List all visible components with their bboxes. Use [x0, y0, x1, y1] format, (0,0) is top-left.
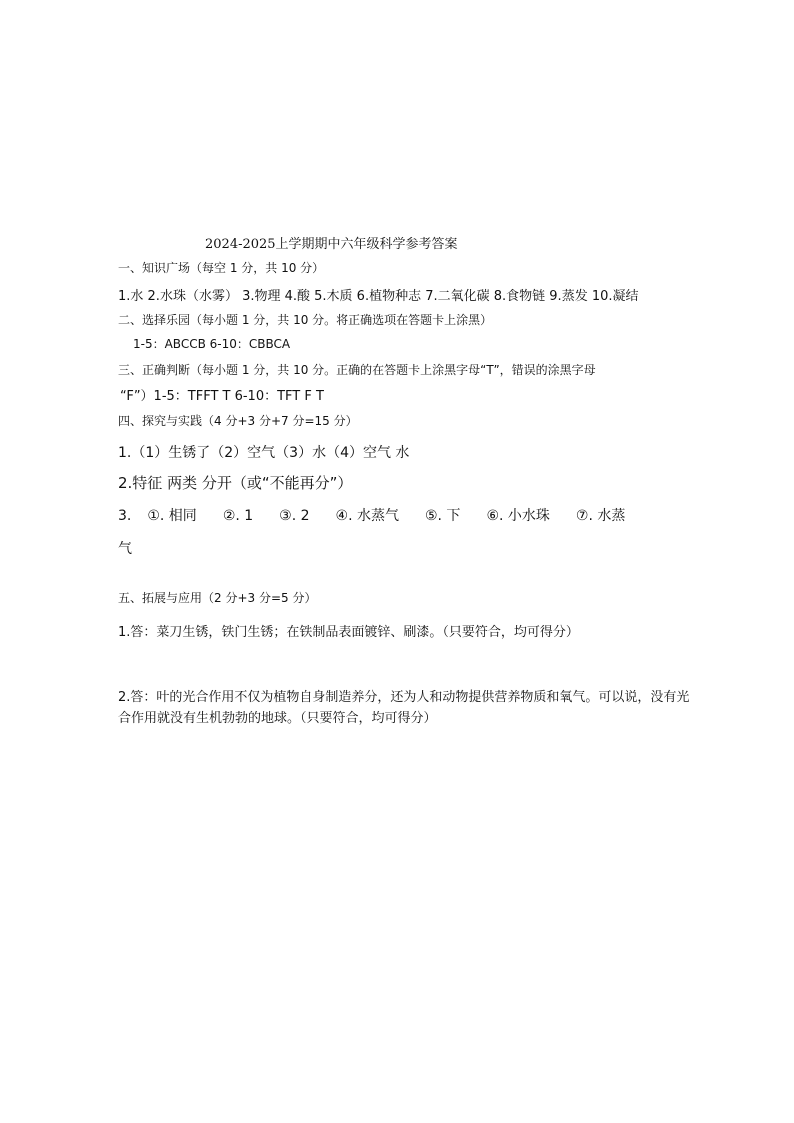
- q3-label: 3.: [118, 508, 132, 524]
- section4-q2: 2.特征 两类 分开（或“不能再分”）: [118, 474, 353, 492]
- section3-heading: 三、正确判断（每小题 1 分，共 10 分。正确的在答题卡上涂黑字母“T”，错误的涂黑字母: [118, 363, 596, 377]
- q3-item: ⑤. 下: [424, 508, 461, 524]
- section4-q3-continued: 气: [118, 541, 132, 557]
- section1-heading: 一、知识广场（每空 1 分，共 10 分）: [118, 261, 325, 275]
- section3-answers: “F”）1-5：TFFT T 6-10：TFT F T: [120, 389, 324, 404]
- section5-heading: 五、拓展与应用（2 分+3 分=5 分）: [118, 591, 317, 605]
- section4-heading: 四、探究与实践（4 分+3 分+7 分=15 分）: [118, 414, 358, 428]
- page-title: 2024-2025上学期期中六年级科学参考答案: [205, 237, 458, 252]
- q3-item: ①. 相同: [147, 508, 197, 524]
- section4-q1: 1.（1）生锈了（2）空气（3）水（4）空气 水: [118, 445, 410, 461]
- q3-item: ④. 水蒸气: [335, 508, 399, 524]
- section2-heading: 二、选择乐园（每小题 1 分，共 10 分。将正确选项在答题卡上涂黑）: [118, 313, 493, 327]
- q3-item: ⑦. 水蒸: [575, 508, 626, 524]
- section2-answers: 1-5：ABCCB 6-10：CBBCA: [133, 337, 291, 351]
- section5-q1: 1.答：菜刀生锈，铁门生锈；在铁制品表面镀锌、刷漆。（只要符合，均可得分）: [118, 625, 579, 640]
- q3-item: ③. 2: [279, 508, 310, 524]
- q3-item: ⑥. 小水珠: [486, 508, 550, 524]
- section5-q2: 2.答：叶的光合作用不仅为植物自身制造养分，还为人和动物提供营养物质和氧气。可以说，没有光合作用就没有生机勃勃的地球。（只要符合，均可得分）: [118, 690, 690, 726]
- q3-item: ②. 1: [222, 508, 254, 524]
- section4-q3: [118, 505, 625, 525]
- section1-answers: 1.水 2.水珠（水雾） 3.物理 4.酸 5.木质 6.植物种志 7.二氧化碳 8.食物链 9.蒸发 10.凝结: [118, 289, 639, 304]
